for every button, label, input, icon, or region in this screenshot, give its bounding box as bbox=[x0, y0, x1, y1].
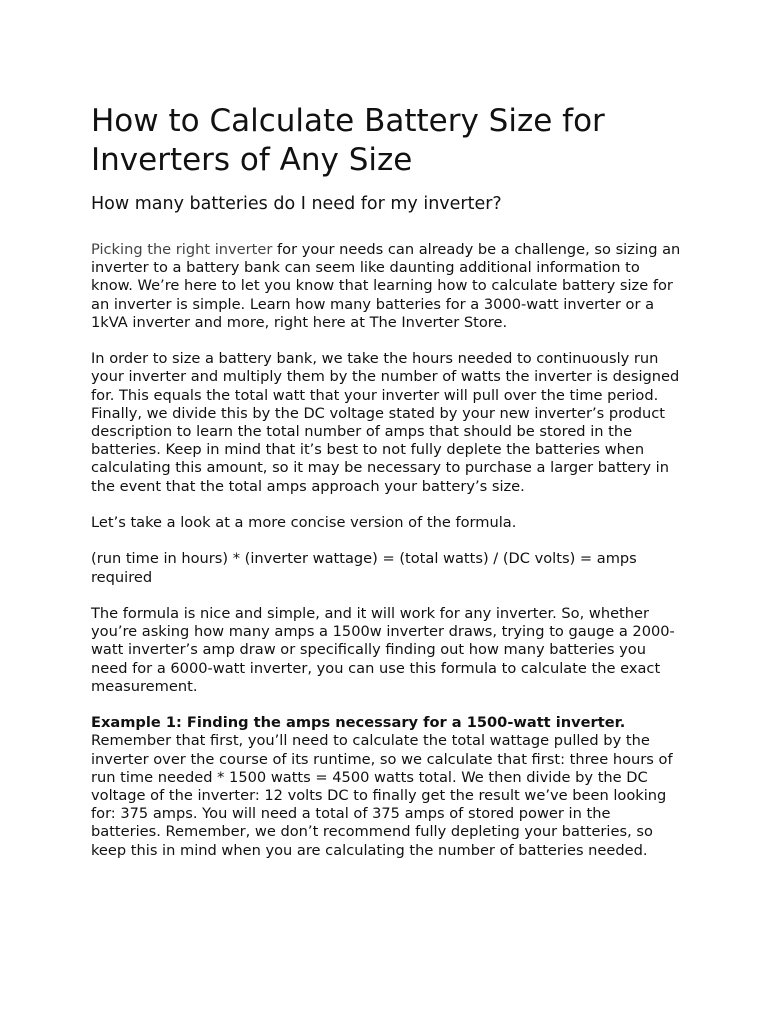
article-subtitle: How many batteries do I need for my inverter? bbox=[91, 194, 502, 214]
example-1-paragraph bbox=[91, 714, 681, 860]
article bbox=[91, 102, 681, 860]
intro-paragraph-text: for your needs can already be a challenge, so sizing an inverter to a battery bank can seem like daunting additional information to know. We’re here to let you know that learning how to calculate battery size for an inverter is simple. Learn how many batteries for a 3000-watt inverter or a 1kVA inverter and more, right here at The Inverter Store. bbox=[91, 241, 681, 331]
formula-intro-paragraph: Let’s take a look at a more concise version of the formula. bbox=[91, 514, 517, 532]
example-1-heading: Example 1: Finding the amps necessary for a 1500-watt inverter. bbox=[91, 714, 626, 732]
article-title: How to Calculate Battery Size for Inverters of Any Size bbox=[91, 103, 605, 178]
battery-bank-paragraph: In order to size a battery bank, we take the hours needed to continuously run your inverter and multiply them by the number of watts the inverter is designed for. This equals the total watt that your inverter will pull over the time period. Finally, we divide this by the DC voltage stated by your new inverter’s product description to learn the total number of amps that should be stored in the batteries. Keep in mind that it’s best to not fully deplete the batteries when calculating this amount, so it may be necessary to purchase a larger battery in the event that the total amps approach your battery’s size. bbox=[91, 350, 680, 495]
picking-inverter-link[interactable]: Picking the right inverter bbox=[91, 241, 273, 258]
formula-explanation-paragraph: The formula is nice and simple, and it will work for any inverter. So, whether you’re asking how many amps a 1500w inverter draws, trying to gauge a 2000-watt inverter’s amp draw or specifically finding out how many batteries you need for a 6000-watt inverter, you can use this formula to calculate the exact measurement. bbox=[91, 605, 675, 695]
intro-paragraph bbox=[91, 241, 681, 332]
example-1-body: Remember that first, you’ll need to calculate the total wattage pulled by the inverter over the course of its runtime, so we calculate that first: three hours of run time needed * 1500 watts = 4500 watts total. We then divide by the DC voltage of the inverter: 12 volts DC to finally get the result we’ve been looking for: 375 amps. You will need a total of 375 amps of stored power in the batteries. Remember, we don’t recommend fully depleting your batteries, so keep this in mind when you are calculating the number of batteries needed. bbox=[91, 732, 673, 859]
formula-paragraph: (run time in hours) * (inverter wattage) = (total watts) / (DC volts) = amps required bbox=[91, 550, 637, 586]
